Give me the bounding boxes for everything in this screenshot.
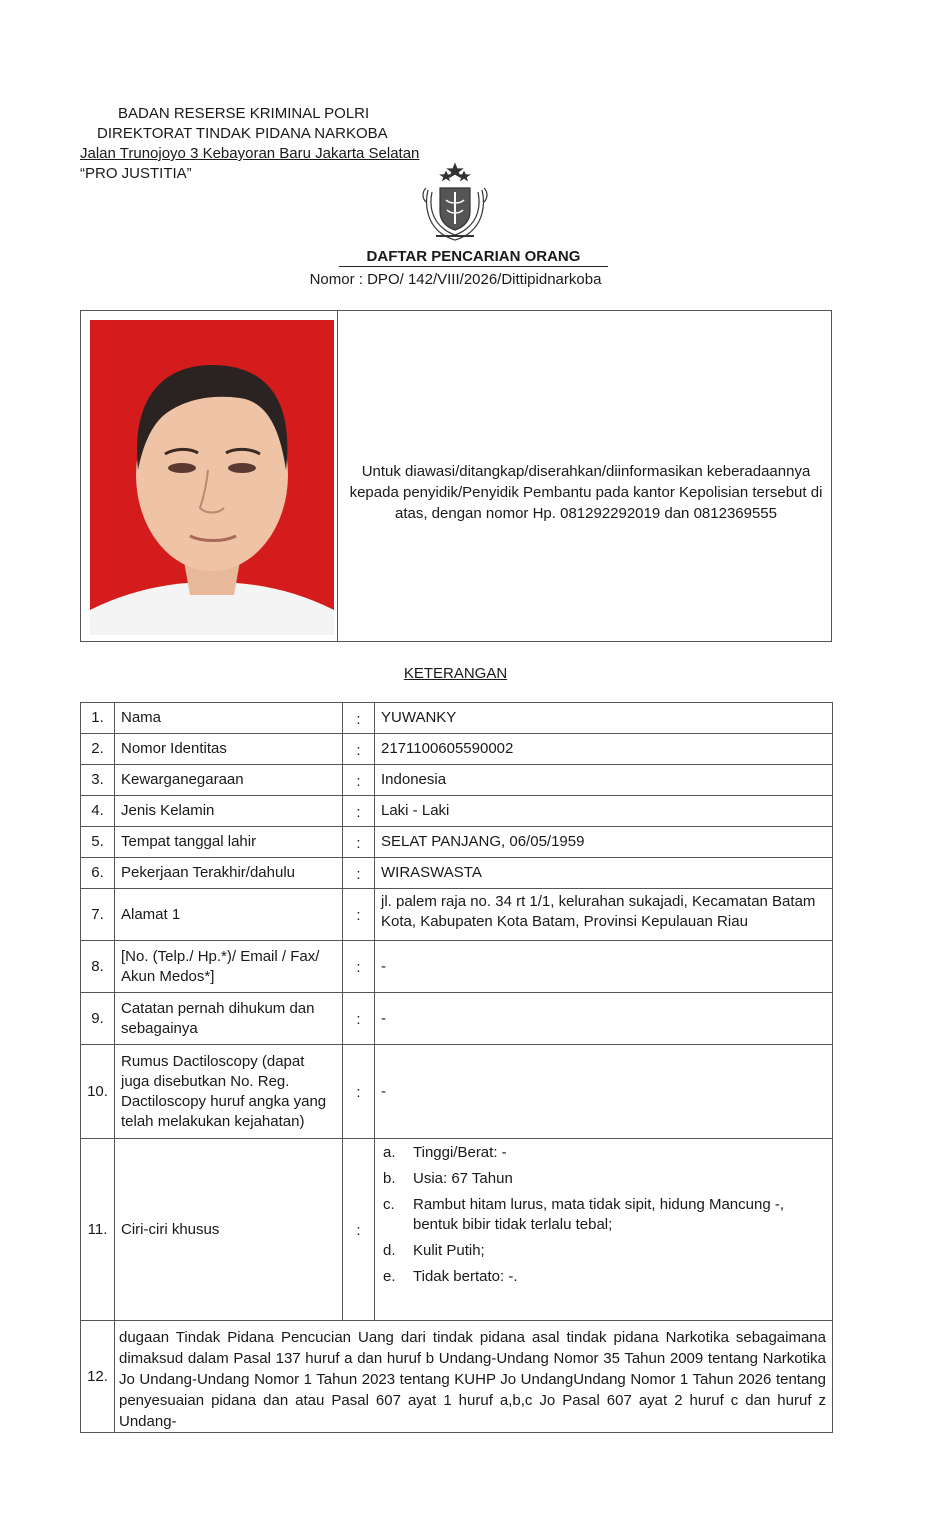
row-label: Tempat tanggal lahir [115,827,343,858]
row-colon: : [343,1139,375,1321]
list-item [381,1169,826,1189]
table-row [81,765,833,796]
list-item-key: c. [383,1196,395,1213]
document-title: DAFTAR PENCARIAN ORANG [339,248,609,267]
row-colon: : [343,941,375,993]
agency-address: Jalan Trunojoyo 3 Kebayoran Baru Jakarta Selatan [80,145,420,162]
list-item [381,1143,826,1163]
row-value: - [375,941,833,993]
row-colon: : [343,796,375,827]
row-colon: : [343,827,375,858]
row-number: 2. [81,734,115,765]
row-value: - [375,993,833,1045]
list-item-key: a. [383,1144,396,1161]
photo-section [80,310,832,642]
table-row [81,703,833,734]
row-colon: : [343,765,375,796]
row-colon: : [343,1045,375,1139]
list-item [381,1267,826,1287]
row-label: [No. (Telp./ Hp.*)/ Email / Fax/ Akun Medos*] [115,941,343,993]
table-row [81,858,833,889]
table-row [81,941,833,993]
row-value: SELAT PANJANG, 06/05/1959 [375,827,833,858]
list-item [381,1195,826,1235]
row-label: Rumus Dactiloscopy (dapat juga disebutkan No. Reg. Dactiloscopy huruf angka yang telah melakukan kejahatan) [115,1045,343,1139]
row-number: 6. [81,858,115,889]
list-item-text: Tinggi/Berat: - [413,1144,507,1161]
list-item-key: e. [383,1268,396,1285]
table-row [81,1045,833,1139]
directorate-name: DIREKTORAT TINDAK PIDANA NARKOBA [97,125,388,142]
row-colon: : [343,703,375,734]
table-row [81,993,833,1045]
list-item-key: b. [383,1170,396,1187]
row-number: 5. [81,827,115,858]
row-label: Catatan pernah dihukum dan sebagainya [115,993,343,1045]
row-value: Laki - Laki [375,796,833,827]
suspect-info-table [80,702,833,1433]
features-list [381,1143,826,1287]
row-number: 10. [81,1045,115,1139]
row-colon: : [343,889,375,941]
list-item-text: Rambut hitam lurus, mata tidak sipit, hidung Mancung -, bentuk bibir tidak terlalu tebal; [413,1196,785,1233]
list-item-text: Usia: 67 Tahun [413,1170,513,1187]
table-row [81,1139,833,1321]
vertical-divider [337,311,338,641]
features-cell [375,1139,833,1321]
row-value: YUWANKY [375,703,833,734]
table-row [81,827,833,858]
list-item-key: d. [383,1242,396,1259]
police-emblem-icon [418,162,492,242]
row-value: Indonesia [375,765,833,796]
row-label: Kewarganegaraan [115,765,343,796]
row-colon: : [343,734,375,765]
portrait-illustration [90,320,334,635]
row-number: 11. [81,1139,115,1321]
table-row [81,1321,833,1433]
pro-justitia: “PRO JUSTITIA” [80,165,192,182]
row-value: WIRASWASTA [375,858,833,889]
row-number: 12. [81,1321,115,1433]
row-colon: : [343,858,375,889]
table-row [81,889,833,941]
row-colon: : [343,993,375,1045]
instruction-text: Untuk diawasi/ditangkap/diserahkan/diinformasikan keberadaannya kepada penyidik/Penyidik Pembantu pada kantor Kepolisian tersebut di atas, dengan nomor Hp. 081292292019 dan 0812369555 [349,463,823,522]
section-title: KETERANGAN [403,665,508,682]
row-label: Ciri-ciri khusus [115,1139,343,1321]
row-value: - [375,1045,833,1139]
suspect-photo [90,320,334,635]
table-row [81,796,833,827]
document-number: Nomor : DPO/ 142/VIII/2026/Dittipidnarkoba [309,271,602,288]
row-number: 4. [81,796,115,827]
row-label: Nomor Identitas [115,734,343,765]
letterhead [80,104,440,184]
row-label: Jenis Kelamin [115,796,343,827]
agency-name: BADAN RESERSE KRIMINAL POLRI [118,105,370,122]
row-value: jl. palem raja no. 34 rt 1/1, kelurahan sukajadi, Kecamatan Batam Kota, Kabupaten Kota Batam, Provinsi Kepulauan Riau [375,889,833,941]
table-row [81,734,833,765]
row-number: 8. [81,941,115,993]
list-item [381,1241,826,1261]
row-number: 3. [81,765,115,796]
list-item-text: Tidak bertato: -. [413,1268,518,1285]
row-label: Pekerjaan Terakhir/dahulu [115,858,343,889]
row-number: 1. [81,703,115,734]
row-label: Alamat 1 [115,889,343,941]
row-number: 9. [81,993,115,1045]
row-value: 2171100605590002 [375,734,833,765]
document-title-wrap [0,248,949,267]
row-number: 7. [81,889,115,941]
row-label: Nama [115,703,343,734]
list-item-text: Kulit Putih; [413,1242,485,1259]
offense-description: dugaan Tindak Pidana Pencucian Uang dari tindak pidana asal tindak pidana Narkotika sebagaimana dimaksud dalam Pasal 137 huruf a dan huruf b Undang-Undang Nomor 35 Tahun 2009 tentang Narkotika Jo Undang-Undang Nomor 1 Tahun 2023 tentang KUHP Jo UndangUndang Nomor 1 Tahun 2026 tentang penyesuaian pidana dan atau Pasal 607 ayat 1 huruf a,b,c Jo Pasal 607 ayat 2 huruf c dan huruf z Undang- [115,1321,833,1433]
